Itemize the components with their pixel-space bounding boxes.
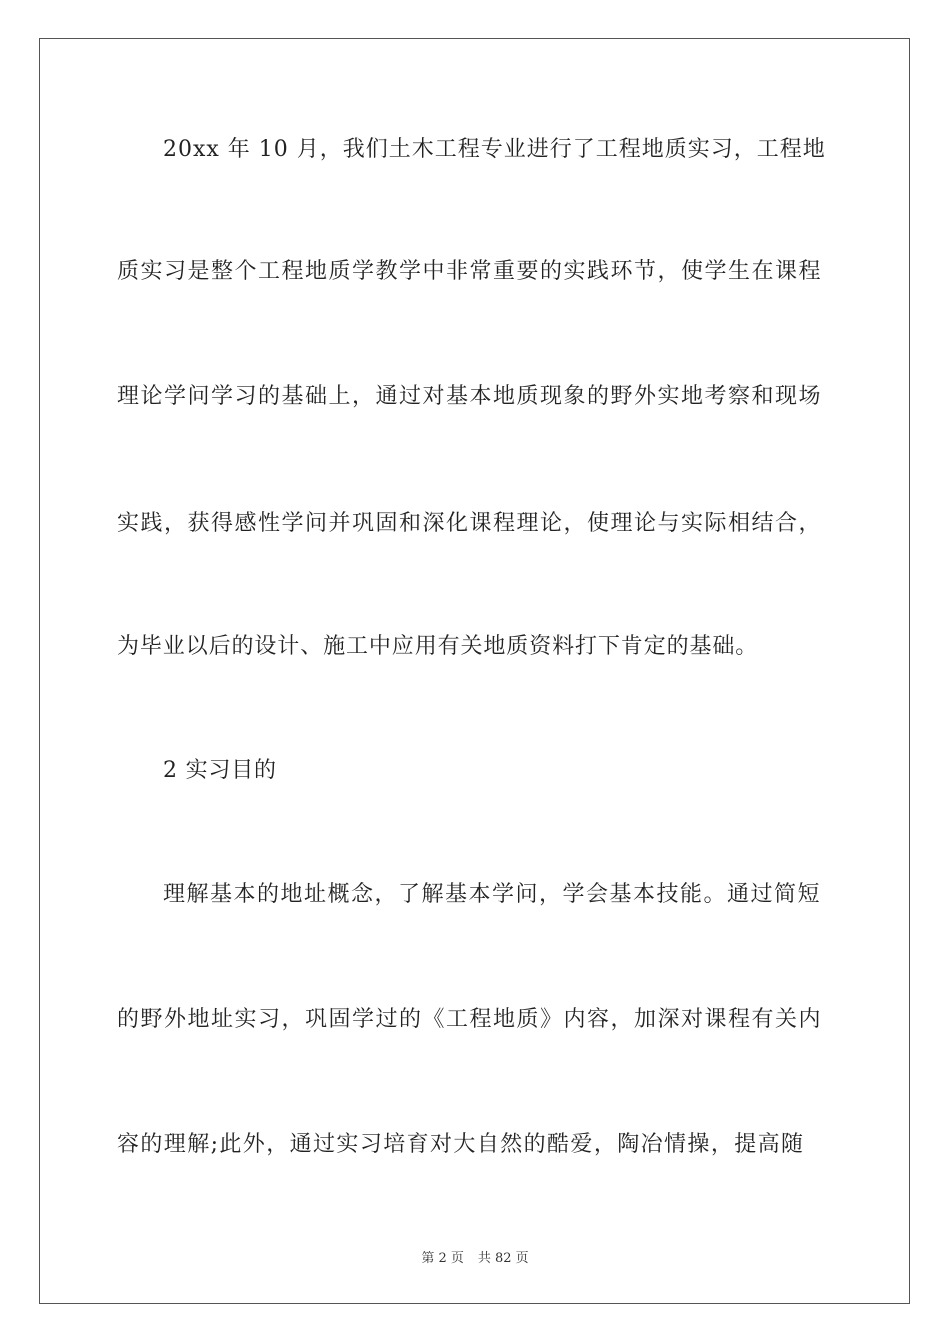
paragraph-1-line-5: 为毕业以后的设计、施工中应用有关地质资料打下肯定的基础。 — [117, 634, 759, 659]
paragraph-2-line-1: 理解基本的地址概念，了解基本学问，学会基本技能。通过简短 — [163, 882, 822, 907]
section-heading: 2 实习目的 — [163, 758, 277, 783]
paragraph-1-line-3: 理论学问学习的基础上，通过对基本地质现象的野外实地考察和现场 — [117, 384, 823, 409]
page-footer — [0, 1247, 950, 1266]
page-border — [39, 38, 910, 1304]
paragraph-1-line-2: 质实习是整个工程地质学教学中非常重要的实践环节，使学生在课程 — [117, 259, 823, 284]
paragraph-2-line-3: 容的理解;此外，通过实习培育对大自然的酷爱，陶冶情操，提高随 — [117, 1132, 805, 1157]
page-number: 第 2 页 — [421, 1251, 464, 1266]
paragraph-2-line-2: 的野外地址实习，巩固学过的《工程地质》内容，加深对课程有关内 — [117, 1007, 823, 1032]
page-total: 共 82 页 — [477, 1251, 529, 1266]
paragraph-1-line-1: 20xx 年 10 月，我们土木工程专业进行了工程地质实习，工程地 — [163, 137, 826, 162]
paragraph-1-line-4: 实践，获得感性学问并巩固和深化课程理论，使理论与实际相结合， — [117, 511, 823, 536]
